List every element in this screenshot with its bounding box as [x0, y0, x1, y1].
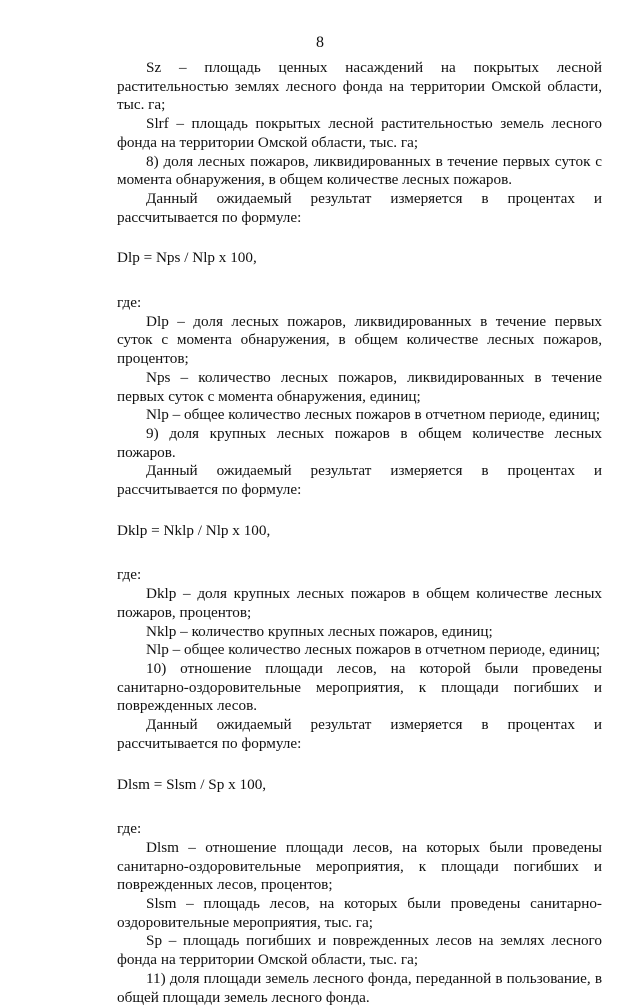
paragraph: Slrf – площадь покрытых лесной растительностью земель лесного фонда на территории Омской области, тыс. га;: [117, 115, 602, 151]
where-label: где:: [117, 566, 142, 584]
formula: Dklp = Nklp / Nlp x 100,: [117, 521, 271, 539]
paragraph: Sz – площадь ценных насаждений на покрытых лесной растительностью землях лесного фонда на территории Омской области, тыс. га;: [117, 59, 602, 114]
paragraph: 9) доля крупных лесных пожаров в общем количестве лесных пожаров.: [117, 424, 602, 461]
paragraph: Sp – площадь погибших и поврежденных лесов на землях лесного фонда на территории Омской области, тыс. га;: [117, 932, 602, 969]
where-label: где:: [117, 294, 142, 312]
paragraph: Dlsm – отношение площади лесов, на которых были проведены санитарно-оздоровительные мероприятия, к площади погибших и поврежденных лесов, процентов;: [117, 838, 602, 894]
paragraph: Dlp – доля лесных пожаров, ликвидированных в течение первых суток с момента обнаружения, в общем количестве лесных пожаров, процентов;: [117, 312, 602, 368]
paragraph: 11) доля площади земель лесного фонда, переданной в пользование, в общей площади земель лесного фонда.: [117, 969, 602, 1006]
paragraph: Данный ожидаемый результат измеряется в процентах и рассчитывается по формуле:: [117, 462, 602, 499]
paragraph: Nlp – общее количество лесных пожаров в отчетном периоде, единиц;: [146, 406, 601, 424]
formula: Dlsm = Slsm / Sp x 100,: [117, 775, 267, 793]
where-label: где:: [117, 820, 142, 838]
paragraph: Nlp – общее количество лесных пожаров в отчетном периоде, единиц;: [146, 641, 601, 659]
page-number: 8: [316, 34, 324, 51]
paragraph: Nps – количество лесных пожаров, ликвидированных в течение первых суток с момента обнаружения, единиц;: [117, 368, 602, 405]
paragraph: Nklp – количество крупных лесных пожаров, единиц;: [146, 622, 493, 640]
paragraph: Данный ожидаемый результат измеряется в процентах и рассчитывается по формуле:: [117, 716, 602, 752]
formula: Dlp = Nps / Nlp x 100,: [117, 249, 257, 267]
paragraph: Slsm – площадь лесов, на которых были проведены санитарно-оздоровительные мероприятия, тыс. га;: [117, 895, 602, 931]
paragraph: Dklp – доля крупных лесных пожаров в общем количестве лесных пожаров, процентов;: [117, 585, 602, 621]
paragraph: 8) доля лесных пожаров, ликвидированных в течение первых суток с момента обнаружения, в общем количестве лесных пожаров.: [117, 152, 602, 189]
paragraph: Данный ожидаемый результат измеряется в процентах и рассчитывается по формуле:: [117, 189, 602, 226]
document-body: [117, 59, 602, 1007]
paragraph: 10) отношение площади лесов, на которой были проведены санитарно-оздоровительные мероприятия, к площади погибших и поврежденных лесов.: [117, 659, 602, 715]
